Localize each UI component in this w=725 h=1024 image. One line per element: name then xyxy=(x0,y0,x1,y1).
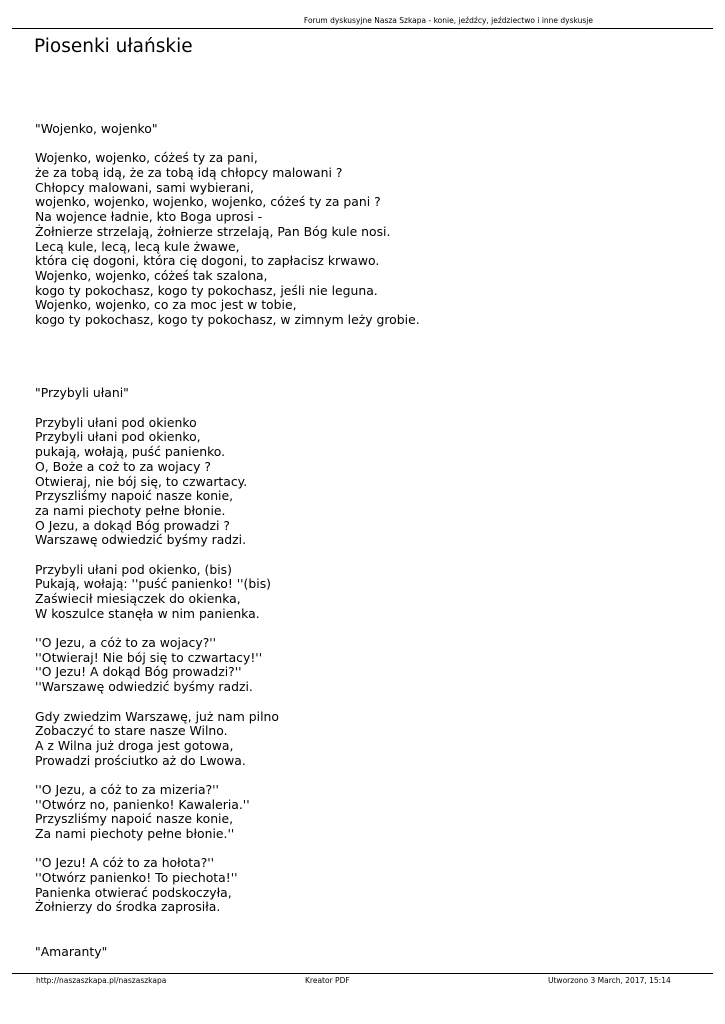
lyric-line: Na wojence ładnie, kto Boga uprosi - xyxy=(35,209,263,225)
lyric-line: kogo ty pokochasz, kogo ty pokochasz, jeśli nie leguna. xyxy=(35,282,378,298)
song-lyrics xyxy=(35,122,695,959)
lyric-line: O, Boże a coż to za wojacy ? xyxy=(35,458,211,474)
lyric-line xyxy=(35,401,695,416)
lyric-line: Przyszliśmy napoić nasze konie, xyxy=(35,488,234,504)
lyric-line: Wojenko, wojenko, cóżeś tak szalona, xyxy=(35,267,268,283)
lyric-line: Przyszliśmy napoić nasze konie, xyxy=(35,811,234,827)
lyric-line: A z Wilna już droga jest gotowa, xyxy=(35,737,234,753)
lyric-line: za nami piechoty pełne błonie. xyxy=(35,502,226,518)
lyric-line: Przybyli ułani pod okienko, xyxy=(35,429,201,445)
page-header: Forum dyskusyjne Nasza Szkapa - konie, jeźdźcy, jeździectwo i inne dyskusje xyxy=(303,16,593,25)
lyric-line: ''Otwórz panienko! To piechota!'' xyxy=(35,870,238,886)
lyric-line: ''Warszawę odwiedzić byśmy radzi. xyxy=(35,679,253,695)
lyric-line: ''Otwórz no, panienko! Kawaleria.'' xyxy=(35,796,250,812)
lyric-line xyxy=(35,842,695,857)
lyric-line: wojenko, wojenko, wojenko, wojenko, cóżeś ty za pani ? xyxy=(35,194,381,210)
page-title: Piosenki ułańskie xyxy=(34,36,193,57)
lyric-line: Otwieraj, nie bój się, to czwartacy. xyxy=(35,473,248,489)
lyric-line: Za nami piechoty pełne błonie.'' xyxy=(35,826,235,841)
lyric-line xyxy=(35,930,695,945)
lyric-line: Pukają, wołają: ''puść panienko! ''(bis) xyxy=(35,576,271,592)
lyric-line xyxy=(35,342,695,357)
lyric-line xyxy=(35,372,695,387)
lyric-line: "Przybyli ułani" xyxy=(35,385,129,401)
lyric-line: Wojenko, wojenko, cóżeś ty za pani, xyxy=(35,150,258,166)
lyric-line xyxy=(35,621,695,636)
lyric-line: Wojenko, wojenko, co za moc jest w tobie, xyxy=(35,297,297,313)
footer-created: Utworzono 3 March, 2017, 15:14 xyxy=(548,976,671,985)
lyric-line: Warszawę odwiedzić byśmy radzi. xyxy=(35,532,247,548)
lyric-line xyxy=(35,768,695,783)
lyric-line: ''O Jezu, a cóż to za mizeria?'' xyxy=(35,781,219,797)
lyric-line: kogo ty pokochasz, kogo ty pokochasz, w zimnym leży grobie. xyxy=(35,311,420,327)
footer-url[interactable]: http://naszaszkapa.pl/naszaszkapa xyxy=(36,976,167,985)
lyric-line: Lecą kule, lecą, lecą kule żwawe, xyxy=(35,238,240,254)
footer-divider xyxy=(12,973,713,974)
lyric-line: Gdy zwiedzim Warszawę, już nam pilno xyxy=(35,708,279,724)
header-divider xyxy=(12,28,713,29)
lyric-line: Zobaczyć to stare nasze Wilno. xyxy=(35,723,228,739)
lyric-line: pukają, wołają, puść panienko. xyxy=(35,444,226,460)
lyric-line: Przybyli ułani pod okienko xyxy=(35,414,197,430)
lyric-line: Przybyli ułani pod okienko, (bis) xyxy=(35,561,232,577)
lyric-line: ''O Jezu! A cóż to za hołota?'' xyxy=(35,855,215,871)
lyric-line xyxy=(35,695,695,710)
lyric-line: Zaświecił miesiączek do okienka, xyxy=(35,591,241,606)
lyric-line: "Amaranty" xyxy=(35,943,108,959)
lyric-line: Żołnierze strzelają, żołnierze strzelają, Pan Bóg kule nosi. xyxy=(35,223,391,239)
lyric-line: ''O Jezu, a cóż to za wojacy?'' xyxy=(35,635,217,651)
lyric-line xyxy=(35,357,695,372)
lyric-line: że za tobą idą, że za tobą idą chłopcy malowani ? xyxy=(35,165,343,181)
lyric-line: ''Otwieraj! Nie bój się to czwartacy!'' xyxy=(35,649,263,665)
lyric-line: która cię dogoni, która cię dogoni, to zapłacisz krwawo. xyxy=(35,253,380,269)
lyric-line: ''O Jezu! A dokąd Bóg prowadzi?'' xyxy=(35,664,242,680)
lyric-line: O Jezu, a dokąd Bóg prowadzi ? xyxy=(35,517,230,533)
lyric-line: Panienka otwierać podskoczyła, xyxy=(35,884,232,900)
lyric-line: Żołnierzy do środka zaprosiła. xyxy=(35,899,221,915)
lyric-line xyxy=(35,328,695,343)
lyric-line: W koszulce stanęła w nim panienka. xyxy=(35,605,260,621)
footer-generator: Kreator PDF xyxy=(305,976,350,985)
lyric-line xyxy=(35,137,695,152)
lyric-line: "Wojenko, wojenko" xyxy=(35,121,158,136)
lyric-line xyxy=(35,915,695,930)
lyric-line: Chłopcy malowani, sami wybierani, xyxy=(35,179,254,195)
lyric-line xyxy=(35,548,695,563)
lyric-line: Prowadzi prościutko aż do Lwowa. xyxy=(35,752,246,768)
